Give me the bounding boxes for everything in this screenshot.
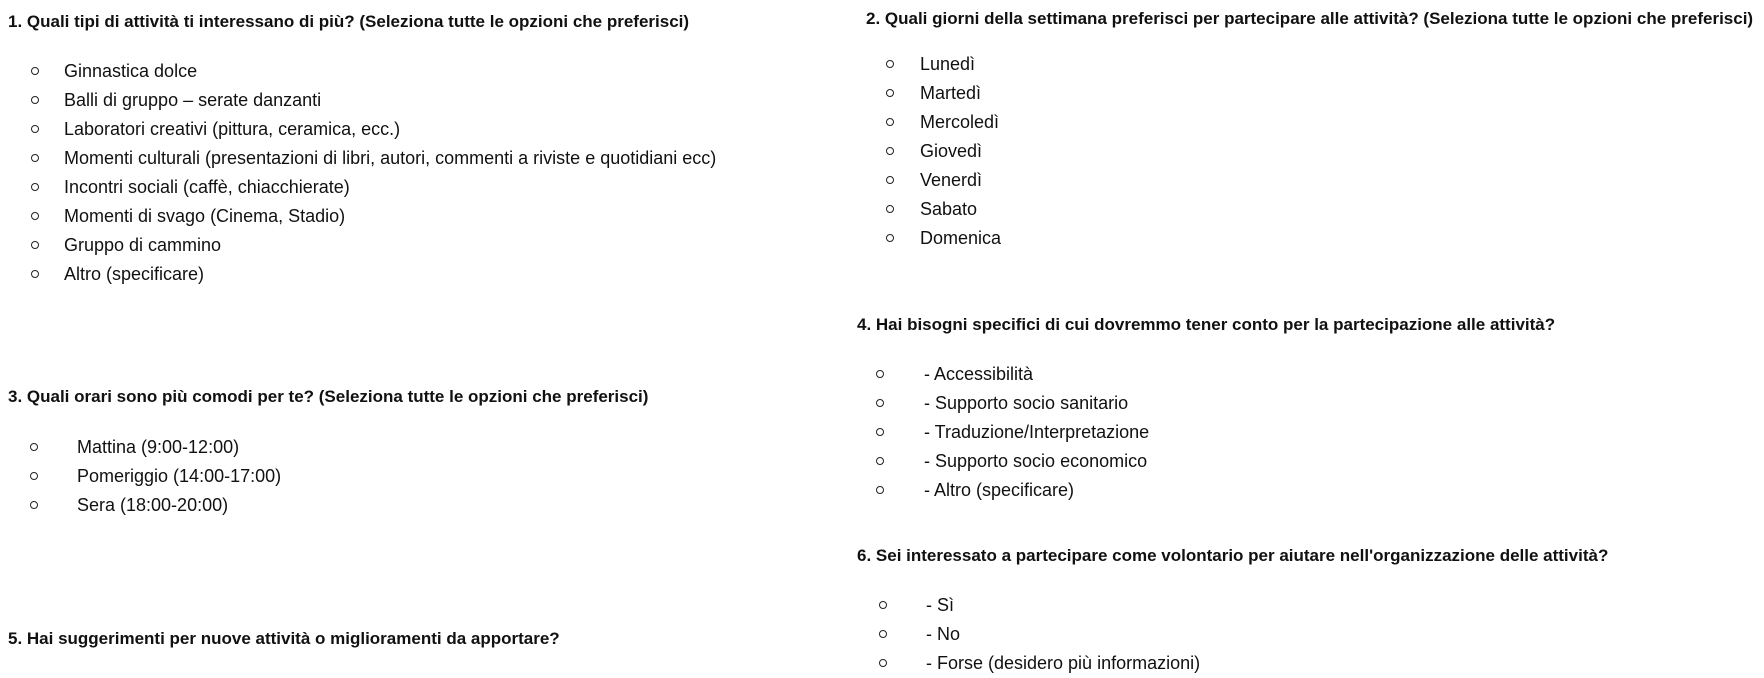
question-5 bbox=[8, 625, 768, 652]
option-label: - Forse (desidero più informazioni) bbox=[926, 653, 1201, 673]
option-momenti-culturali[interactable] bbox=[8, 144, 768, 173]
option-gruppo-di-cammino[interactable] bbox=[8, 231, 768, 260]
option-label: - Supporto socio economico bbox=[924, 451, 1148, 471]
option-label: Mercoledì bbox=[920, 112, 1000, 132]
option-label: Domenica bbox=[920, 228, 1002, 248]
question-4 bbox=[857, 311, 1757, 505]
question-3-options bbox=[8, 433, 768, 520]
radio-circle-icon[interactable] bbox=[876, 399, 884, 407]
question-4-options bbox=[857, 360, 1757, 505]
radio-circle-icon[interactable] bbox=[31, 67, 39, 75]
option-label: - Traduzione/Interpretazione bbox=[924, 422, 1150, 442]
question-2-options bbox=[866, 50, 1756, 253]
radio-circle-icon[interactable] bbox=[886, 147, 894, 155]
radio-circle-icon[interactable] bbox=[31, 125, 39, 133]
option-ginnastica-dolce[interactable] bbox=[8, 57, 768, 86]
option-laboratori-creativi[interactable] bbox=[8, 115, 768, 144]
option-domenica[interactable] bbox=[866, 224, 1756, 253]
question-2-title: 2. Quali giorni della settimana preferisci per partecipare alle attività? (Seleziona tutte le opzioni che preferisci) bbox=[866, 9, 1754, 28]
option-label: - Altro (specificare) bbox=[924, 480, 1075, 500]
radio-circle-icon[interactable] bbox=[30, 472, 38, 480]
option-altro[interactable] bbox=[8, 260, 768, 289]
question-6-options bbox=[857, 591, 1757, 678]
question-1 bbox=[8, 8, 768, 289]
option-label: Pomeriggio (14:00-17:00) bbox=[77, 466, 282, 486]
option-traduzione[interactable] bbox=[857, 418, 1757, 447]
radio-circle-icon[interactable] bbox=[886, 176, 894, 184]
option-label: Momenti di svago (Cinema, Stadio) bbox=[64, 206, 346, 226]
radio-circle-icon[interactable] bbox=[876, 457, 884, 465]
option-label: Momenti culturali (presentazioni di libri, autori, commenti a riviste e quotidiani ecc) bbox=[64, 148, 717, 168]
option-label: - Sì bbox=[926, 595, 955, 615]
option-label: - Accessibilità bbox=[924, 364, 1034, 384]
option-label: Incontri sociali (caffè, chiacchierate) bbox=[64, 177, 350, 197]
option-sabato[interactable] bbox=[866, 195, 1756, 224]
option-martedi[interactable] bbox=[866, 79, 1756, 108]
radio-circle-icon[interactable] bbox=[886, 60, 894, 68]
radio-circle-icon[interactable] bbox=[31, 270, 39, 278]
option-venerdi[interactable] bbox=[866, 166, 1756, 195]
radio-circle-icon[interactable] bbox=[879, 659, 887, 667]
option-label: Sera (18:00-20:00) bbox=[77, 495, 229, 515]
question-1-options bbox=[8, 57, 768, 289]
option-balli-di-gruppo[interactable] bbox=[8, 86, 768, 115]
option-label: Laboratori creativi (pittura, ceramica, ecc.) bbox=[64, 119, 401, 139]
question-6 bbox=[857, 542, 1757, 678]
option-giovedi[interactable] bbox=[866, 137, 1756, 166]
option-incontri-sociali[interactable] bbox=[8, 173, 768, 202]
option-supporto-socio-sanitario[interactable] bbox=[857, 389, 1757, 418]
question-2 bbox=[866, 5, 1756, 253]
option-label: - No bbox=[926, 624, 961, 644]
option-label: Lunedì bbox=[920, 54, 976, 74]
option-altro-bisogni[interactable] bbox=[857, 476, 1757, 505]
radio-circle-icon[interactable] bbox=[31, 154, 39, 162]
option-label: Mattina (9:00-12:00) bbox=[77, 437, 240, 457]
question-3 bbox=[8, 383, 768, 520]
radio-circle-icon[interactable] bbox=[31, 183, 39, 191]
question-4-title: 4. Hai bisogni specifici di cui dovremmo tener conto per la partecipazione alle attività? bbox=[857, 315, 1556, 334]
radio-circle-icon[interactable] bbox=[879, 601, 887, 609]
option-mattina[interactable] bbox=[8, 433, 768, 462]
option-label: Giovedì bbox=[920, 141, 983, 161]
radio-circle-icon[interactable] bbox=[886, 234, 894, 242]
option-supporto-socio-economico[interactable] bbox=[857, 447, 1757, 476]
option-sera[interactable] bbox=[8, 491, 768, 520]
radio-circle-icon[interactable] bbox=[876, 428, 884, 436]
option-label: Sabato bbox=[920, 199, 978, 219]
question-1-title: 1. Quali tipi di attività ti interessano di più? (Seleziona tutte le opzioni che preferisci) bbox=[8, 12, 690, 31]
radio-circle-icon[interactable] bbox=[30, 443, 38, 451]
radio-circle-icon[interactable] bbox=[31, 96, 39, 104]
radio-circle-icon[interactable] bbox=[886, 118, 894, 126]
radio-circle-icon[interactable] bbox=[31, 241, 39, 249]
option-pomeriggio[interactable] bbox=[8, 462, 768, 491]
option-label: Martedì bbox=[920, 83, 982, 103]
radio-circle-icon[interactable] bbox=[876, 370, 884, 378]
option-lunedi[interactable] bbox=[866, 50, 1756, 79]
radio-circle-icon[interactable] bbox=[31, 212, 39, 220]
radio-circle-icon[interactable] bbox=[876, 486, 884, 494]
option-label: Venerdì bbox=[920, 170, 983, 190]
radio-circle-icon[interactable] bbox=[30, 501, 38, 509]
option-label: Altro (specificare) bbox=[64, 264, 205, 284]
radio-circle-icon[interactable] bbox=[886, 205, 894, 213]
option-momenti-di-svago[interactable] bbox=[8, 202, 768, 231]
radio-circle-icon[interactable] bbox=[886, 89, 894, 97]
option-forse[interactable] bbox=[857, 649, 1757, 678]
option-mercoledi[interactable] bbox=[866, 108, 1756, 137]
option-label: Ginnastica dolce bbox=[64, 61, 198, 81]
question-6-title: 6. Sei interessato a partecipare come volontario per aiutare nell'organizzazione delle attività? bbox=[857, 546, 1609, 565]
option-label: Gruppo di cammino bbox=[64, 235, 222, 255]
option-accessibilita[interactable] bbox=[857, 360, 1757, 389]
radio-circle-icon[interactable] bbox=[879, 630, 887, 638]
option-label: Balli di gruppo – serate danzanti bbox=[64, 90, 322, 110]
question-3-title: 3. Quali orari sono più comodi per te? (Seleziona tutte le opzioni che preferisci) bbox=[8, 387, 649, 406]
option-label: - Supporto socio sanitario bbox=[924, 393, 1129, 413]
option-no[interactable] bbox=[857, 620, 1757, 649]
question-5-title: 5. Hai suggerimenti per nuove attività o miglioramenti da apportare? bbox=[8, 629, 560, 648]
option-si[interactable] bbox=[857, 591, 1757, 620]
